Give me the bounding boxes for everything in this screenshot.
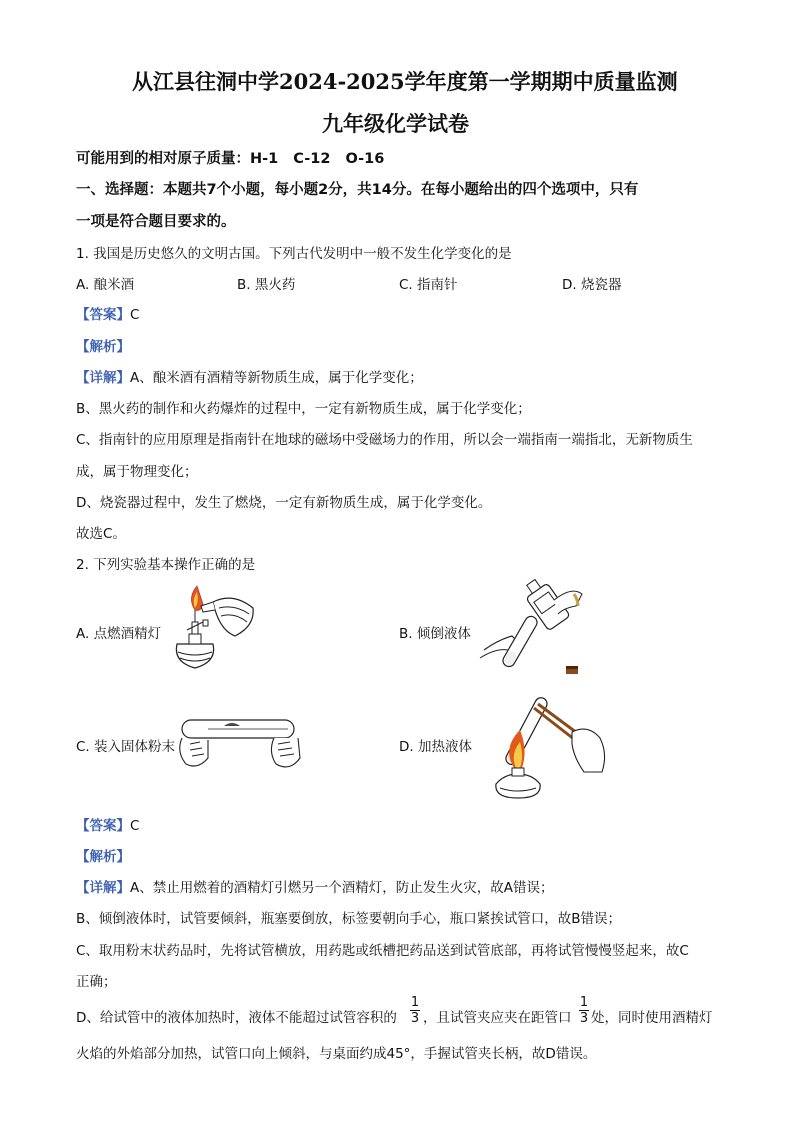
q2-detail-d1-part1: D、给试管中的液体加热时，液体不能超过试管容积的 [76, 1010, 397, 1026]
page-title: 从江县往洞中学2024-2025学年度第一学期期中质量监测 [132, 69, 678, 94]
q1-detail-c1: C、指南针的应用原理是指南针在地球的磁场中受磁场力的作用，所以会一端指南一端指北，无新物质生 [76, 432, 693, 448]
figure-c-loading-powder [178, 712, 302, 776]
page-subtitle: 九年级化学试卷 [322, 111, 469, 136]
q2-stem: 2. 下列实验基本操作正确的是 [76, 557, 256, 573]
fraction-numerator: 1 [410, 995, 420, 1010]
q1-answer [76, 303, 139, 323]
q2-analysis-tag: 【解析】 [76, 849, 130, 865]
fraction-one-third [579, 996, 589, 1025]
detail-tag: 【详解】 [76, 880, 130, 896]
q1-conclusion: 故选C。 [76, 526, 126, 542]
figure-d-heating-liquid [476, 688, 612, 800]
section1-line2: 一项是符合题目要求的。 [76, 214, 236, 230]
q2-detail-c1: C、取用粉末状药品时，先将试管横放，用药匙或纸槽把药品送到试管底部，再将试管慢慢竖起来，故C [76, 943, 689, 959]
fraction-one-third [410, 996, 420, 1025]
q2-answer [76, 814, 139, 834]
atomic-masses: 可能用到的相对原子质量：H-1 C-12 O-16 [76, 151, 385, 167]
detail-text: A、酿米酒有酒精等新物质生成，属于化学变化； [130, 370, 423, 386]
fraction-denominator: 3 [579, 1011, 589, 1026]
q1-analysis-tag: 【解析】 [76, 339, 130, 355]
q2-option-b: B. 倾倒液体 [399, 626, 471, 642]
q1-detail-d: D、烧瓷器过程中，发生了燃烧，一定有新物质生成，属于化学变化。 [76, 495, 492, 511]
fraction-numerator: 1 [579, 995, 589, 1010]
q1-option-c: C. 指南针 [399, 277, 458, 293]
q2-option-a: A. 点燃酒精灯 [76, 626, 162, 642]
q1-option-a: A. 酿米酒 [76, 277, 135, 293]
fraction-denominator: 3 [410, 1011, 420, 1026]
q1-option-b: B. 黑火药 [237, 277, 296, 293]
answer-tag: 【答案】 [76, 307, 130, 323]
q2-detail-d1-part2: ，且试管夹应夹在距管口 [423, 1010, 572, 1026]
q2-option-c: C. 装入固体粉末 [76, 739, 176, 755]
detail-text: A、禁止用燃着的酒精灯引燃另一个酒精灯，防止发生火灾，故A错误； [130, 880, 554, 896]
figure-a-lighting-lamp [163, 582, 263, 674]
q2-option-d: D. 加热液体 [399, 739, 472, 755]
q1-option-d: D. 烧瓷器 [562, 277, 622, 293]
q2-detail-c2: 正确； [76, 974, 117, 990]
figure-b-pouring-liquid [478, 578, 588, 680]
answer-tag: 【答案】 [76, 818, 130, 834]
q2-detail-a [76, 876, 553, 896]
q2-detail-d1-part3: 处，同时使用酒精灯 [591, 1010, 713, 1026]
detail-tag: 【详解】 [76, 370, 130, 386]
q1-stem: 1. 我国是历史悠久的文明古国。下列古代发明中一般不发生化学变化的是 [76, 246, 512, 262]
answer-value: C [130, 307, 140, 323]
q1-detail-c2: 成，属于物理变化； [76, 464, 198, 480]
section1-line1: 一、选择题：本题共7个小题，每小题2分，共14分。在每小题给出的四个选项中，只有 [76, 182, 639, 198]
q1-detail-b: B、黑火药的制作和火药爆炸的过程中，一定有新物质生成，属于化学变化； [76, 401, 531, 417]
answer-value: C [130, 818, 140, 834]
q2-detail-d2: 火焰的外焰部分加热，试管口向上倾斜，与桌面约成45°，手握试管夹长柄，故D错误。 [76, 1046, 597, 1062]
q1-detail-a [76, 366, 423, 386]
q2-detail-b: B、倾倒液体时，试管要倾斜，瓶塞要倒放，标签要朝向手心，瓶口紧挨试管口，故B错误； [76, 911, 622, 927]
